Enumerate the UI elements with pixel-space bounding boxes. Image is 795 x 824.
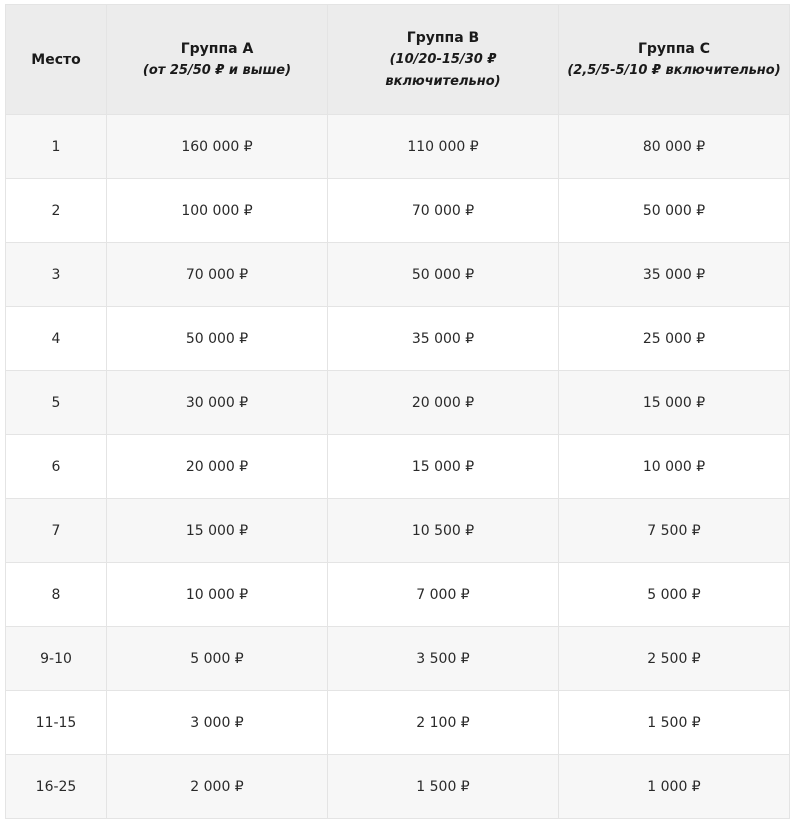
cell-group-b: 15 000 ₽ — [328, 435, 559, 499]
cell-group-a: 50 000 ₽ — [107, 307, 328, 371]
cell-group-c: 7 500 ₽ — [559, 499, 790, 563]
cell-group-c: 1 500 ₽ — [559, 691, 790, 755]
cell-group-b: 50 000 ₽ — [328, 243, 559, 307]
cell-group-c: 25 000 ₽ — [559, 307, 790, 371]
cell-group-a: 70 000 ₽ — [107, 243, 328, 307]
cell-place: 3 — [6, 243, 107, 307]
cell-group-a: 2 000 ₽ — [107, 755, 328, 819]
cell-place: 1 — [6, 115, 107, 179]
cell-group-b: 1 500 ₽ — [328, 755, 559, 819]
cell-group-a: 100 000 ₽ — [107, 179, 328, 243]
table-row — [6, 755, 790, 819]
cell-place: 8 — [6, 563, 107, 627]
table-row — [6, 371, 790, 435]
cell-group-b: 2 100 ₽ — [328, 691, 559, 755]
header-group-b — [328, 5, 559, 115]
cell-group-b: 20 000 ₽ — [328, 371, 559, 435]
cell-group-a: 10 000 ₽ — [107, 563, 328, 627]
header-group-c — [559, 5, 790, 115]
cell-group-a: 160 000 ₽ — [107, 115, 328, 179]
cell-place: 9-10 — [6, 627, 107, 691]
table-row — [6, 179, 790, 243]
prize-table-container — [5, 4, 789, 819]
header-place-title: Место — [31, 51, 81, 68]
cell-place: 11-15 — [6, 691, 107, 755]
header-place — [6, 5, 107, 115]
header-group-b-title: Группа B — [406, 29, 480, 46]
cell-group-c: 1 000 ₽ — [559, 755, 790, 819]
cell-place: 2 — [6, 179, 107, 243]
header-group-a — [107, 5, 328, 115]
prize-table — [5, 4, 790, 819]
table-row — [6, 691, 790, 755]
cell-place: 16-25 — [6, 755, 107, 819]
header-group-c-subtitle: (2,5/5-5/10 ₽ включительно) — [567, 62, 781, 78]
cell-group-c: 80 000 ₽ — [559, 115, 790, 179]
cell-group-c: 10 000 ₽ — [559, 435, 790, 499]
cell-group-a: 15 000 ₽ — [107, 499, 328, 563]
cell-group-b: 35 000 ₽ — [328, 307, 559, 371]
cell-group-b: 7 000 ₽ — [328, 563, 559, 627]
cell-group-b: 3 500 ₽ — [328, 627, 559, 691]
cell-place: 5 — [6, 371, 107, 435]
header-group-b-subtitle: (10/20-15/30 ₽ включительно) — [385, 51, 501, 89]
cell-group-b: 10 500 ₽ — [328, 499, 559, 563]
header-group-a-title: Группа A — [180, 40, 254, 57]
cell-group-b: 70 000 ₽ — [328, 179, 559, 243]
header-group-a-subtitle: (от 25/50 ₽ и выше) — [142, 62, 292, 78]
cell-place: 6 — [6, 435, 107, 499]
cell-group-b: 110 000 ₽ — [328, 115, 559, 179]
cell-group-c: 50 000 ₽ — [559, 179, 790, 243]
table-row — [6, 563, 790, 627]
table-header — [6, 5, 790, 115]
cell-group-c: 5 000 ₽ — [559, 563, 790, 627]
table-row — [6, 435, 790, 499]
table-row — [6, 627, 790, 691]
cell-group-a: 5 000 ₽ — [107, 627, 328, 691]
header-group-c-title: Группа C — [637, 40, 710, 57]
table-row — [6, 243, 790, 307]
cell-group-c: 35 000 ₽ — [559, 243, 790, 307]
header-row — [6, 5, 790, 115]
table-row — [6, 115, 790, 179]
cell-group-a: 20 000 ₽ — [107, 435, 328, 499]
cell-group-a: 30 000 ₽ — [107, 371, 328, 435]
table-row — [6, 499, 790, 563]
cell-place: 4 — [6, 307, 107, 371]
cell-group-c: 15 000 ₽ — [559, 371, 790, 435]
table-row — [6, 307, 790, 371]
cell-group-c: 2 500 ₽ — [559, 627, 790, 691]
cell-group-a: 3 000 ₽ — [107, 691, 328, 755]
table-body — [6, 115, 790, 819]
cell-place: 7 — [6, 499, 107, 563]
